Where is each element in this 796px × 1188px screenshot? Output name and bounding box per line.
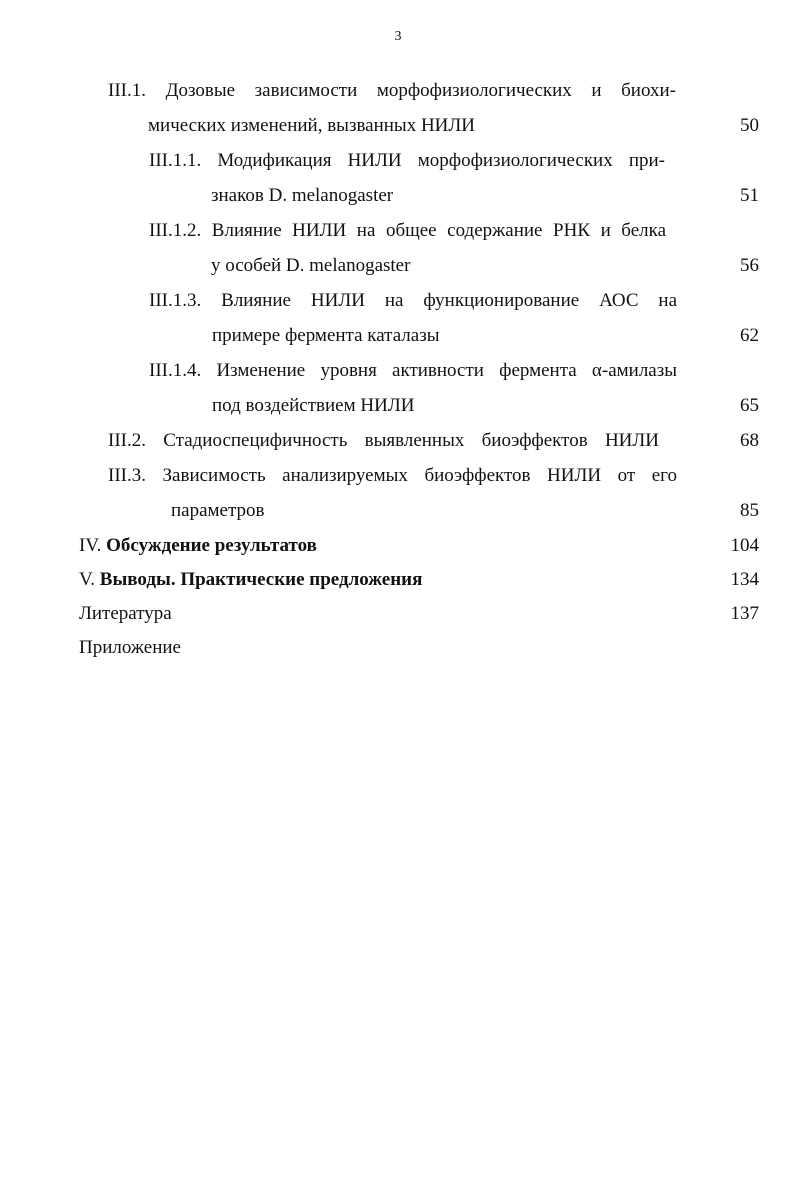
toc-entry-4-page: 104 [730, 535, 759, 556]
toc-entry-3-1-1-page: 51 [740, 185, 759, 206]
toc-entry-3-1-1-line2: знаков D. melanogaster [211, 185, 394, 206]
toc-entry-4-prefix: IV. [79, 535, 102, 556]
toc-entry-3-1-2-line1: III.1.2. Влияние НИЛИ на общее содержание РНК и белка [149, 220, 666, 241]
toc-entry-literature: Литература [79, 603, 172, 624]
toc-entry-3-1-3-page: 62 [740, 325, 759, 346]
toc-entry-3-1-2-line2: у особей D. melanogaster [211, 255, 411, 276]
toc-entry-3-1-1-line1: III.1.1. Модификация НИЛИ морфофизиологических при- [149, 150, 665, 171]
toc-entry-3-1-3-line2: примере фермента каталазы [212, 325, 440, 346]
toc-entry-3-3-page: 85 [740, 500, 759, 521]
toc-entry-3-2: III.2. Стадиоспецифичность выявленных биоэффектов НИЛИ [108, 430, 659, 451]
toc-entry-3-1-line2: мических изменений, вызванных НИЛИ [148, 115, 475, 136]
toc-entry-5-page: 134 [730, 569, 759, 590]
toc-entry-4-title: Обсуждение результатов [106, 535, 317, 556]
toc-entry-5-title: Выводы. Практические предложения [99, 569, 423, 590]
toc-entry-3-3-line2: параметров [171, 500, 265, 521]
toc-entry-literature-page: 137 [730, 603, 759, 624]
toc-entry-3-1-2-page: 56 [740, 255, 759, 276]
page-number: 3 [394, 29, 402, 44]
toc-entry-5-prefix: V. [79, 569, 96, 590]
toc-entry-5 [79, 568, 422, 592]
toc-entry-3-3-line1: III.3. Зависимость анализируемых биоэффектов НИЛИ от его [108, 465, 677, 486]
toc-entry-3-1-page: 50 [740, 115, 759, 136]
toc-entry-4 [79, 534, 317, 558]
toc-entry-3-1-4-line1: III.1.4. Изменение уровня активности фермента α-амилазы [149, 360, 677, 381]
toc-entry-3-1-4-line2: под воздействием НИЛИ [212, 395, 415, 416]
toc-entry-3-1-4-page: 65 [740, 395, 759, 416]
toc-entry-3-1-line1: III.1. Дозовые зависимости морфофизиологических и биохи- [108, 80, 676, 101]
toc-entry-appendix: Приложение [79, 637, 181, 658]
toc-entry-3-2-page: 68 [740, 430, 759, 451]
toc-entry-3-1-3-line1: III.1.3. Влияние НИЛИ на функционирование АОС на [149, 290, 677, 311]
